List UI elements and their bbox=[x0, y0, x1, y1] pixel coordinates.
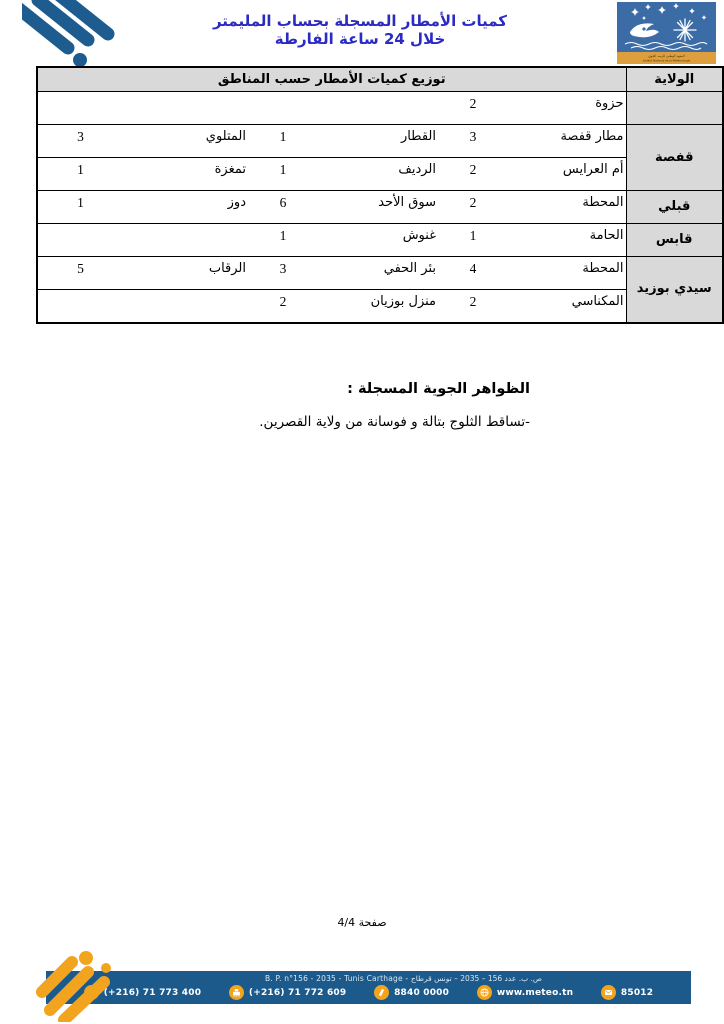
phenomena-section bbox=[50, 381, 530, 430]
rain-value-cell: 4 bbox=[438, 257, 508, 290]
rain-value-cell bbox=[37, 224, 123, 257]
rain-value-cell bbox=[37, 290, 123, 323]
region-name-cell: المتلوي bbox=[123, 125, 248, 158]
contact-sms-number: 85012 bbox=[620, 987, 654, 998]
title-line-2: خلال 24 ساعة الفارطة bbox=[274, 30, 446, 48]
region-name-cell: غنوش bbox=[318, 224, 438, 257]
contact-phone-number: (+216) 71 773 400 bbox=[103, 987, 202, 998]
sms-icon bbox=[601, 985, 616, 1000]
region-name-cell: بئر الحفي bbox=[318, 257, 438, 290]
region-name-cell: مطار قفصة bbox=[508, 125, 626, 158]
rain-value-cell: 2 bbox=[438, 290, 508, 323]
contact-callcenter-number: 8840 0000 bbox=[394, 987, 450, 998]
page-number: صفحة 4/4 bbox=[337, 916, 387, 929]
rain-value-cell: 3 bbox=[438, 125, 508, 158]
contact-fax-number: (+216) 71 772 609 bbox=[248, 987, 347, 998]
inm-caption-fr: Institut National de la Météorologie bbox=[642, 58, 691, 63]
regions-header: توزيع كميات الأمطار حسب المناطق bbox=[37, 67, 626, 92]
region-name-cell bbox=[123, 290, 248, 323]
region-name-cell: الحامة bbox=[508, 224, 626, 257]
table-row bbox=[37, 290, 723, 323]
page-title bbox=[150, 12, 570, 48]
inm-caption-ar: المعهد الوطني للرصد الجوي bbox=[648, 53, 685, 58]
contact-callcenter bbox=[374, 985, 449, 1000]
contact-fax bbox=[229, 985, 346, 1000]
phenomena-item: -تساقط الثلوج بتالة و فوسانة من ولاية القصرين. bbox=[259, 414, 530, 430]
phenomena-heading: الظواهر الجوية المسجلة : bbox=[347, 381, 530, 397]
wilaya-cell: قابس bbox=[626, 224, 723, 257]
region-name-cell bbox=[123, 224, 248, 257]
rain-value-cell: 3 bbox=[37, 125, 123, 158]
region-name-cell: منزل بوزيان bbox=[318, 290, 438, 323]
rain-value-cell: 1 bbox=[37, 191, 123, 224]
rain-value-cell bbox=[37, 92, 123, 125]
footer-streaks-logo bbox=[34, 950, 184, 1022]
rainfall-table bbox=[36, 66, 724, 324]
contact-sms bbox=[601, 985, 653, 1000]
wilaya-cell: قبلي bbox=[626, 191, 723, 224]
snowflake-icon bbox=[674, 19, 696, 41]
globe-icon bbox=[477, 985, 492, 1000]
region-name-cell: المحطة bbox=[508, 257, 626, 290]
rain-value-cell: 6 bbox=[248, 191, 318, 224]
table-row bbox=[37, 125, 723, 158]
rain-value-cell: 2 bbox=[438, 158, 508, 191]
rain-value-cell: 1 bbox=[37, 158, 123, 191]
rain-value-cell: 1 bbox=[438, 224, 508, 257]
region-name-cell: الرديف bbox=[318, 158, 438, 191]
wilaya-cell bbox=[626, 92, 723, 125]
table-row bbox=[37, 191, 723, 224]
footer-address: B. P. n°156 - 2035 - Tunis Carthage - ص. ب. عدد 156 – 2035 – تونس قرطاج bbox=[265, 974, 542, 983]
wilaya-cell: سيدي بوزيد bbox=[626, 257, 723, 323]
region-name-cell: المكناسي bbox=[508, 290, 626, 323]
rain-value-cell: 1 bbox=[248, 125, 318, 158]
region-name-cell: حزوة bbox=[508, 92, 626, 125]
region-name-cell: أم العرايس bbox=[508, 158, 626, 191]
title-line-1: كميات الأمطار المسجلة بحساب المليمتر bbox=[212, 12, 508, 30]
rain-drop-dot bbox=[73, 53, 87, 67]
rain-value-cell: 1 bbox=[248, 224, 318, 257]
region-name-cell: تمغزة bbox=[123, 158, 248, 191]
rain-value-cell bbox=[248, 92, 318, 125]
rain-value-cell: 2 bbox=[438, 92, 508, 125]
table-row bbox=[37, 257, 723, 290]
table-row bbox=[37, 158, 723, 191]
rain-value-cell: 2 bbox=[438, 191, 508, 224]
rain-value-cell: 5 bbox=[37, 257, 123, 290]
inm-logo bbox=[617, 2, 716, 64]
region-name-cell: دوز bbox=[123, 191, 248, 224]
fax-icon bbox=[229, 985, 244, 1000]
rain-value-cell: 2 bbox=[248, 290, 318, 323]
region-name-cell: القطار bbox=[318, 125, 438, 158]
contact-website-url: www.meteo.tn bbox=[496, 987, 574, 998]
table-row bbox=[37, 224, 723, 257]
region-name-cell: الرقاب bbox=[123, 257, 248, 290]
region-name-cell bbox=[123, 92, 248, 125]
region-name-cell bbox=[318, 92, 438, 125]
wilaya-cell: قفصة bbox=[626, 125, 723, 191]
rain-value-cell: 1 bbox=[248, 158, 318, 191]
table-row bbox=[37, 92, 723, 125]
region-name-cell: سوق الأحد bbox=[318, 191, 438, 224]
mobile-icon bbox=[374, 985, 389, 1000]
contact-website bbox=[477, 985, 573, 1000]
table-header-row bbox=[37, 67, 723, 92]
region-name-cell: المحطة bbox=[508, 191, 626, 224]
rain-value-cell: 3 bbox=[248, 257, 318, 290]
wilaya-header: الولاية bbox=[626, 67, 723, 92]
